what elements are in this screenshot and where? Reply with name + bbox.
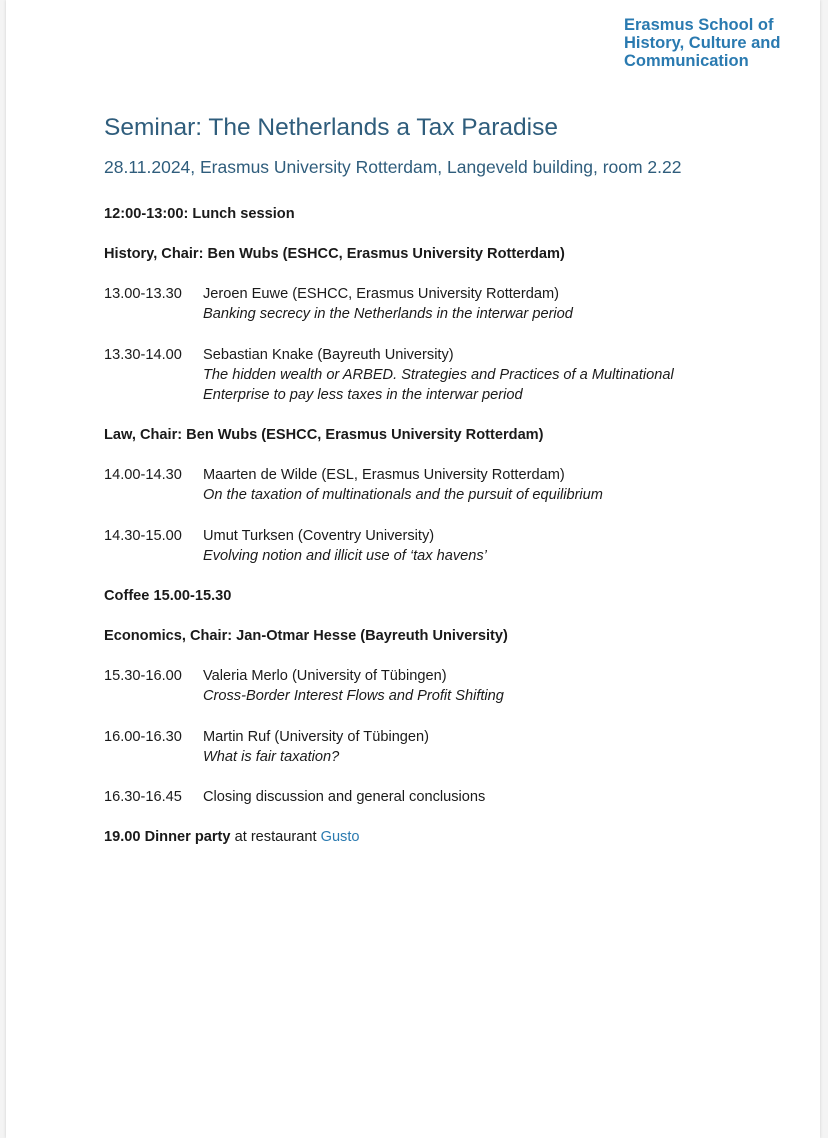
seminar-title: Seminar: The Netherlands a Tax Paradise: [104, 114, 558, 141]
session-talk-title: What is fair taxation?: [203, 749, 340, 765]
session-time: 15.30-16.00: [104, 668, 182, 684]
session-time: 14.00-14.30: [104, 467, 182, 483]
session-speaker: Sebastian Knake (Bayreuth University): [203, 347, 454, 363]
dinner-party-label: 19.00 Dinner party: [104, 829, 231, 845]
session-talk-title: Cross-Border Interest Flows and Profit Shifting: [203, 688, 504, 704]
restaurant-gusto-link[interactable]: Gusto: [320, 829, 360, 845]
logo-line-2: History, Culture and: [624, 34, 781, 52]
session-time: 14.30-15.00: [104, 528, 182, 544]
session-speaker: Umut Turksen (Coventry University): [203, 528, 435, 544]
dinner-party-text: at restaurant: [230, 829, 321, 845]
law-chair-heading: Law, Chair: Ben Wubs (ESHCC, Erasmus University Rotterdam): [104, 427, 544, 443]
coffee-break: Coffee 15.00-15.30: [104, 588, 232, 604]
session-talk-title: Evolving notion and illicit use of ‘tax havens’: [203, 548, 487, 564]
session-talk-title: On the taxation of multinationals and the pursuit of equilibrium: [203, 487, 603, 503]
seminar-date-location: 28.11.2024, Erasmus University Rotterdam, Langeveld building, room 2.22: [104, 157, 682, 177]
session-talk-title: The hidden wealth or ARBED. Strategies and Practices of a Multinational: [203, 367, 674, 383]
history-chair-heading: History, Chair: Ben Wubs (ESHCC, Erasmus University Rotterdam): [104, 246, 565, 262]
session-time: 13.00-13.30: [104, 286, 182, 302]
document-page: [6, 0, 820, 1138]
eshcc-logo: [624, 16, 814, 70]
lunch-session: 12:00-13:00: Lunch session: [104, 206, 295, 222]
session-talk-title: Banking secrecy in the Netherlands in the interwar period: [203, 306, 573, 322]
economics-chair-heading: Economics, Chair: Jan-Otmar Hesse (Bayreuth University): [104, 628, 508, 644]
session-talk-title: Enterprise to pay less taxes in the interwar period: [203, 387, 523, 403]
logo-line-3: Communication: [624, 52, 749, 70]
session-speaker: Martin Ruf (University of Tübingen): [203, 729, 430, 745]
session-time: 13.30-14.00: [104, 347, 182, 363]
closing-time: 16.30-16.45: [104, 789, 182, 805]
session-speaker: Valeria Merlo (University of Tübingen): [203, 668, 447, 684]
logo-line-1: Erasmus School of: [624, 16, 774, 34]
dinner-party-line: [104, 829, 360, 845]
session-speaker: Jeroen Euwe (ESHCC, Erasmus University Rotterdam): [203, 286, 560, 302]
session-speaker: Maarten de Wilde (ESL, Erasmus University Rotterdam): [203, 467, 565, 483]
session-time: 16.00-16.30: [104, 729, 182, 745]
closing-discussion: Closing discussion and general conclusions: [203, 789, 486, 805]
